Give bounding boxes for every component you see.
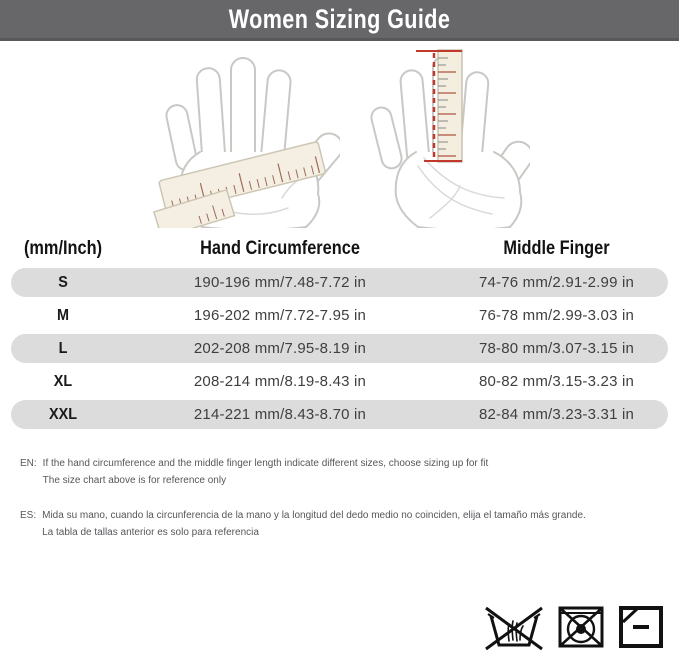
note-en-line1: If the hand circumference and the middle finger length indicate different sizes, choose sizing up for fit [42,458,489,469]
do-not-wash-icon [483,603,545,651]
middle-finger-value: 80-82 mm/3.15-3.23 in [478,373,635,390]
hand-circumference-value: 190-196 mm/7.48-7.72 in [193,274,367,291]
note-english [20,455,663,489]
hand-circumference-value: 214-221 mm/8.43-8.70 in [193,406,367,423]
note-es-line2: La tabla de tallas anterior es solo para referencia [42,527,259,538]
table-header-row [11,234,668,264]
hand-circumference-value: 208-214 mm/8.19-8.43 in [193,373,367,390]
size-label: XXL [48,405,78,423]
hand-circumference-value: 202-208 mm/7.95-8.19 in [193,340,367,357]
sizing-table [0,234,679,433]
middle-finger-value: 78-80 mm/3.07-3.15 in [478,340,635,357]
size-label: L [58,339,68,357]
header-bar [0,0,679,41]
note-es-line1: Mida su mano, cuando la circunferencia de la mano y la longitud del dedo medio no coinciden, elija el tamaño más grande. [42,510,586,521]
do-not-tumble-dry-icon [556,603,606,651]
column-header-middle-finger: Middle Finger [503,238,610,259]
table-row-m [11,301,668,330]
size-label: M [56,306,69,324]
middle-finger-value: 82-84 mm/3.23-3.31 in [478,406,635,423]
page-title: Women Sizing Guide [228,3,451,34]
note-en-line2: The size chart above is for reference only [42,475,227,486]
hand-circumference-illustration [150,48,340,228]
size-label: XL [53,372,73,390]
note-label-es: ES: [20,510,37,521]
middle-finger-value: 76-78 mm/2.99-3.03 in [478,307,635,324]
note-spanish [20,507,663,541]
dry-flat-in-shade-icon [617,604,667,650]
table-row-xl [11,367,668,396]
table-row-l [11,334,668,363]
column-header-unit: (mm/Inch) [23,238,103,259]
care-symbols [483,603,667,651]
table-row-xxl [11,400,668,429]
middle-finger-illustration [370,48,530,228]
hand-circumference-value: 196-202 mm/7.72-7.95 in [193,307,367,324]
middle-finger-value: 74-76 mm/2.91-2.99 in [478,274,635,291]
table-row-s [11,268,668,297]
column-header-hand-circumference: Hand Circumference [200,238,360,259]
size-label: S [58,273,68,291]
note-label-en: EN: [20,458,37,469]
